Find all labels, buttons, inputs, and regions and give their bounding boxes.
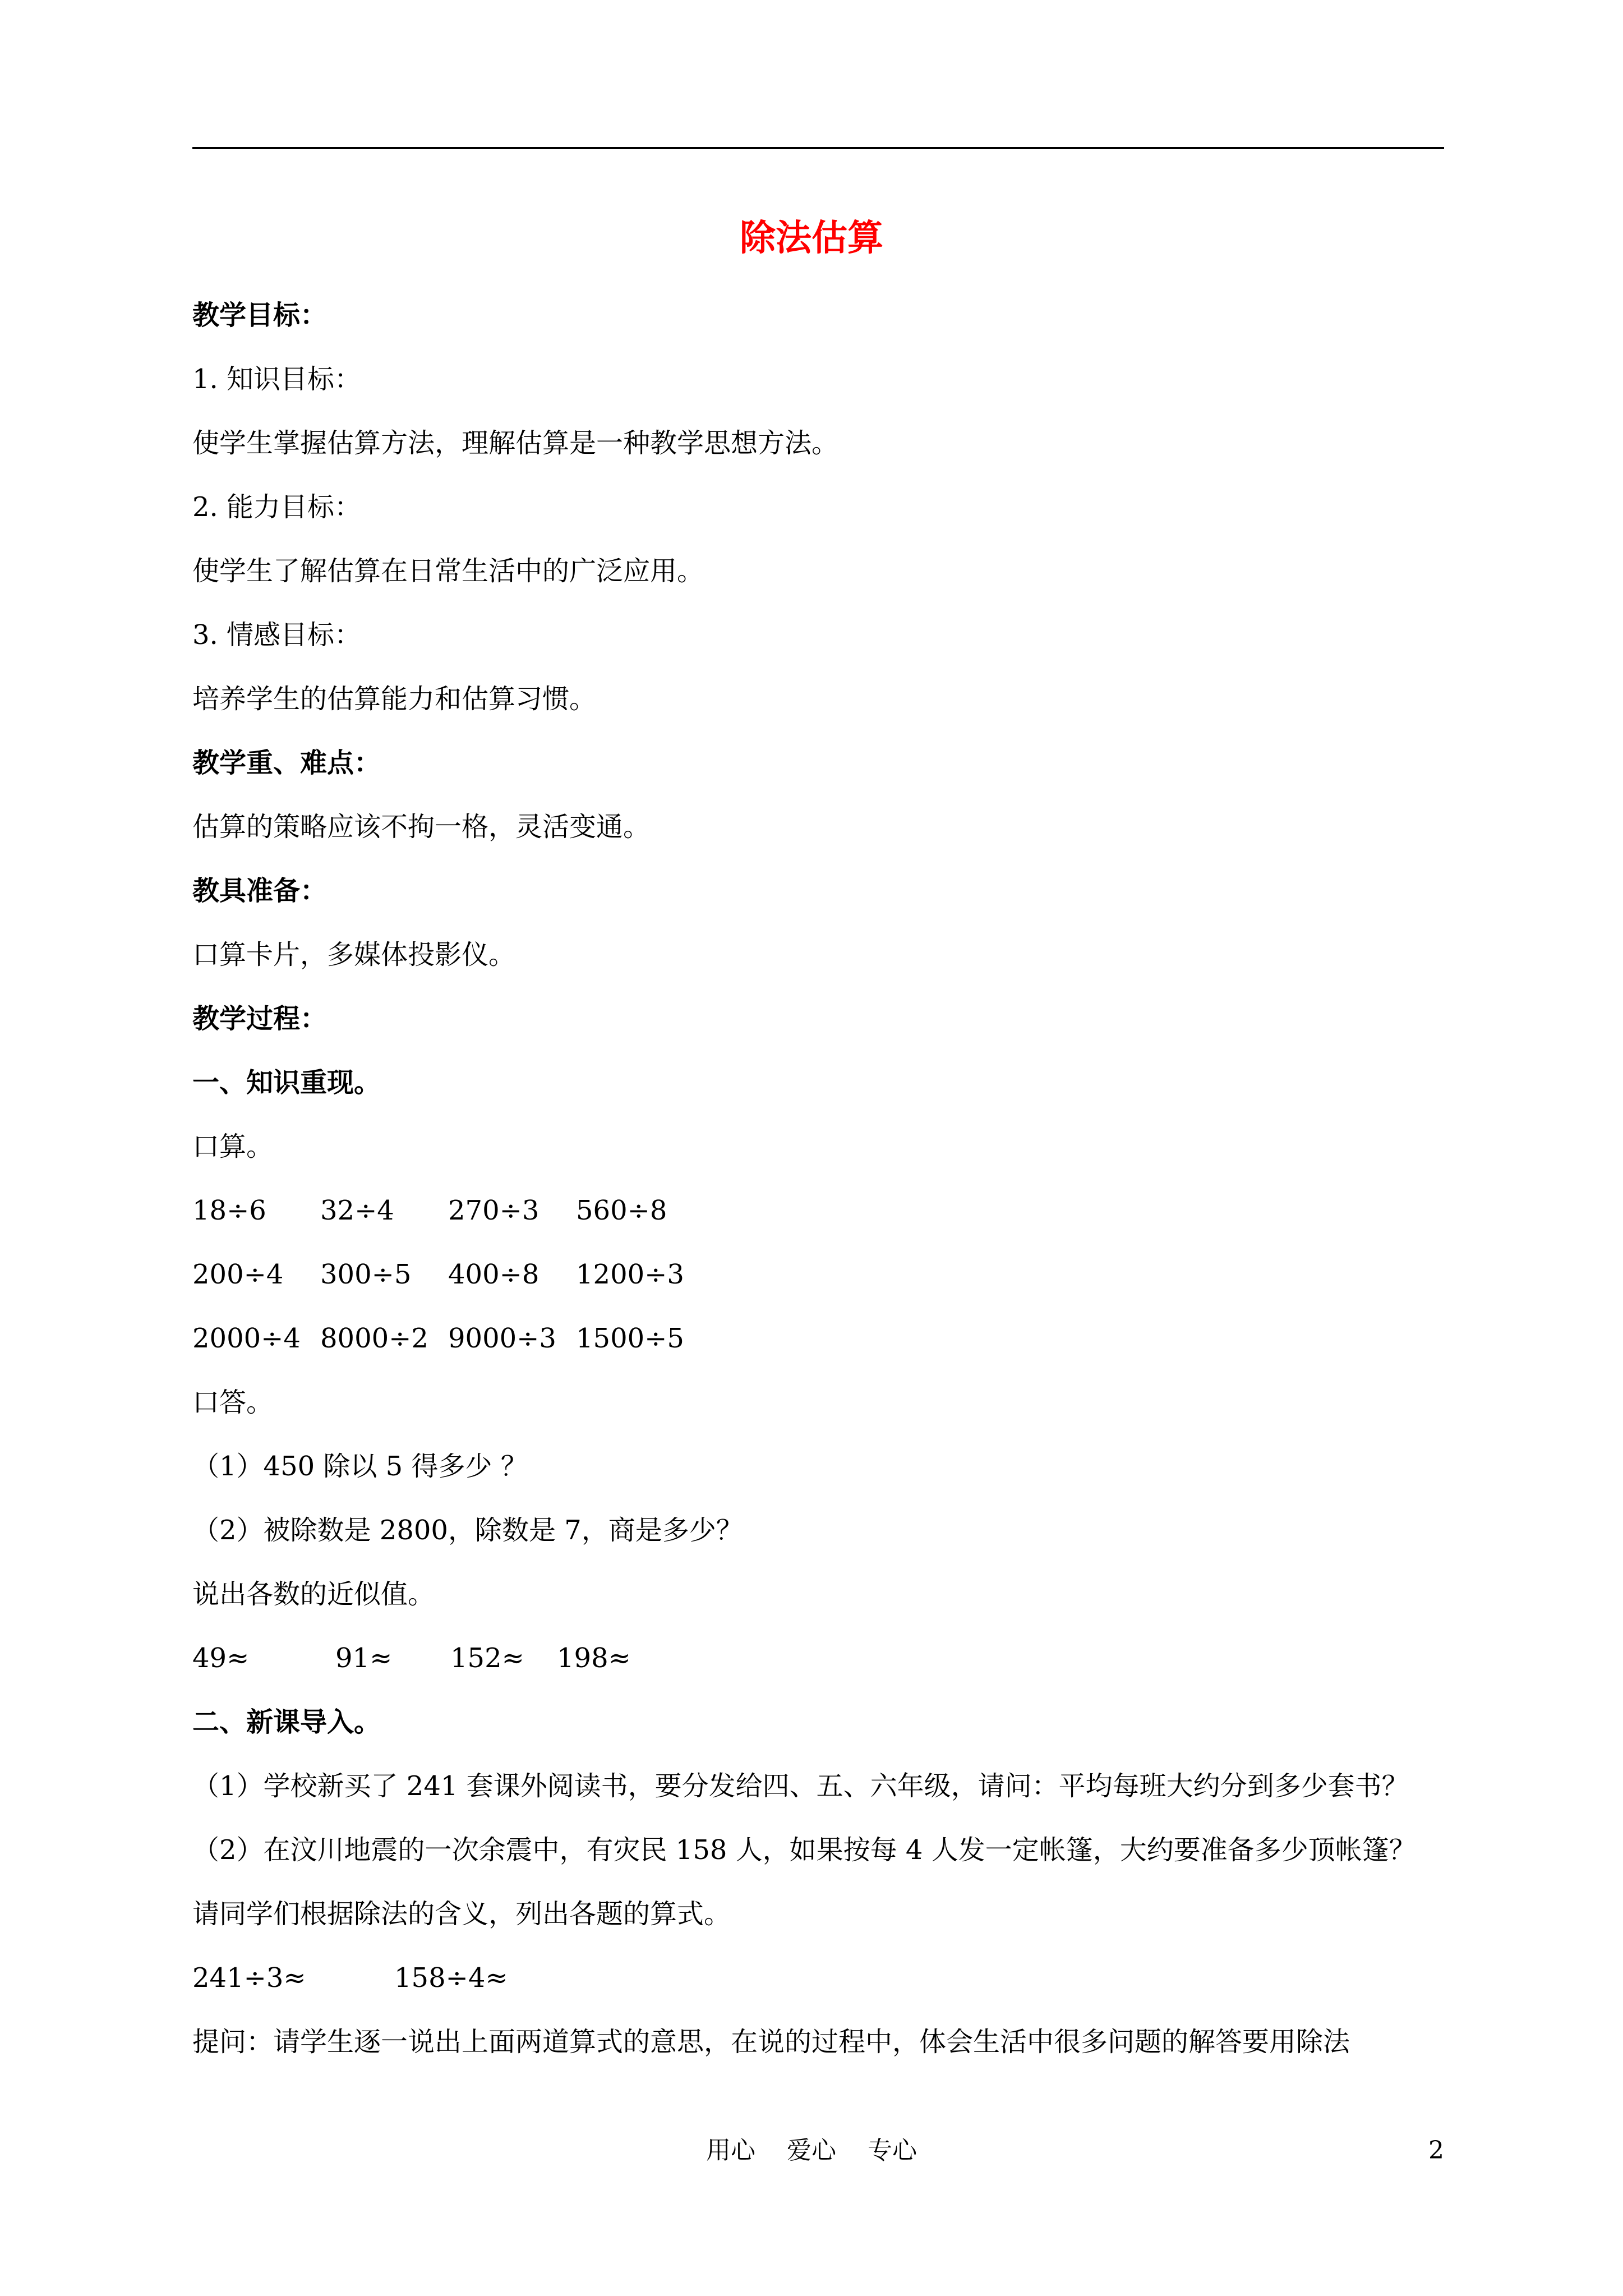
approx-item: 91≈ <box>335 1642 393 1674</box>
formula-row <box>192 1959 508 1997</box>
calc-item: 300÷5 <box>320 1259 412 1290</box>
calc-item: 1500÷5 <box>576 1323 684 1354</box>
page-number: 2 <box>1428 2136 1444 2165</box>
tools-text: 口算卡片，多媒体投影仪。 <box>192 939 516 970</box>
part2-heading: 二、新课导入。 <box>192 1706 381 1738</box>
calc-item: 18÷6 <box>192 1195 266 1226</box>
footer-motto-item: 爱心 <box>787 2136 836 2165</box>
key-points-heading: 教学重、难点： <box>192 747 381 779</box>
calc-row <box>192 1255 684 1294</box>
question-text: 提问：请学生逐一说出上面两道算式的意思，在说的过程中，体会生活中很多问题的解答要用除法 <box>192 2026 1350 2058</box>
part1-heading: 一、知识重现。 <box>192 1067 381 1098</box>
footer-motto-item: 专心 <box>868 2136 917 2165</box>
calc-item: 200÷4 <box>192 1259 284 1290</box>
footer-motto <box>0 2134 1623 2168</box>
calc-item: 270÷3 <box>448 1195 540 1226</box>
emotion-goal-label: 3. 情感目标： <box>192 619 362 651</box>
calc-row <box>192 1319 684 1358</box>
problem-2: （2）在汶川地震的一次余震中，有灾民 158 人，如果按每 4 人发一定帐篷，大约要准备多少顶帐篷？ <box>192 1834 1416 1866</box>
approx-row <box>192 1639 631 1677</box>
ability-goal-label: 2. 能力目标： <box>192 491 362 523</box>
ability-goal-text: 使学生了解估算在日常生活中的广泛应用。 <box>192 555 704 587</box>
approx-item: 152≈ <box>450 1642 524 1674</box>
problem-instruction: 请同学们根据除法的含义，列出各题的算式。 <box>192 1898 731 1930</box>
goals-heading: 教学目标： <box>192 300 328 331</box>
oral-answer-label: 口答。 <box>192 1387 274 1418</box>
knowledge-goal-text: 使学生掌握估算方法，理解估算是一种教学思想方法。 <box>192 427 839 459</box>
question-2: （2）被除数是 2800，除数是 7，商是多少？ <box>192 1515 743 1546</box>
calc-item: 8000÷2 <box>320 1323 428 1354</box>
footer-motto-item: 用心 <box>706 2136 755 2165</box>
tools-heading: 教具准备： <box>192 875 328 907</box>
calc-item: 400÷8 <box>448 1259 540 1290</box>
calc-row <box>192 1191 667 1230</box>
calc-item: 2000÷4 <box>192 1323 301 1354</box>
approx-intro: 说出各数的近似值。 <box>192 1579 435 1610</box>
formula-item: 158÷4≈ <box>394 1962 508 1994</box>
calc-item: 9000÷3 <box>448 1323 556 1354</box>
question-1: （1）450 除以 5 得多少 ？ <box>192 1451 528 1482</box>
formula-item: 241÷3≈ <box>192 1962 306 1994</box>
approx-item: 49≈ <box>192 1642 250 1674</box>
calc-item: 32÷4 <box>320 1195 394 1226</box>
page-title: 除法估算 <box>740 217 883 259</box>
key-points-text: 估算的策略应该不拘一格，灵活变通。 <box>192 811 651 843</box>
emotion-goal-text: 培养学生的估算能力和估算习惯。 <box>192 683 597 715</box>
approx-item: 198≈ <box>557 1642 631 1674</box>
calc-item: 1200÷3 <box>576 1259 684 1290</box>
process-heading: 教学过程： <box>192 1003 328 1034</box>
header-rule <box>192 147 1444 149</box>
oral-calc-label: 口算。 <box>192 1131 274 1162</box>
problem-1: （1）学校新买了 241 套课外阅读书，要分发给四、五、六年级，请问：平均每班大约分到多少套书？ <box>192 1770 1409 1802</box>
knowledge-goal-label: 1. 知识目标： <box>192 364 362 395</box>
calc-item: 560÷8 <box>576 1195 667 1226</box>
